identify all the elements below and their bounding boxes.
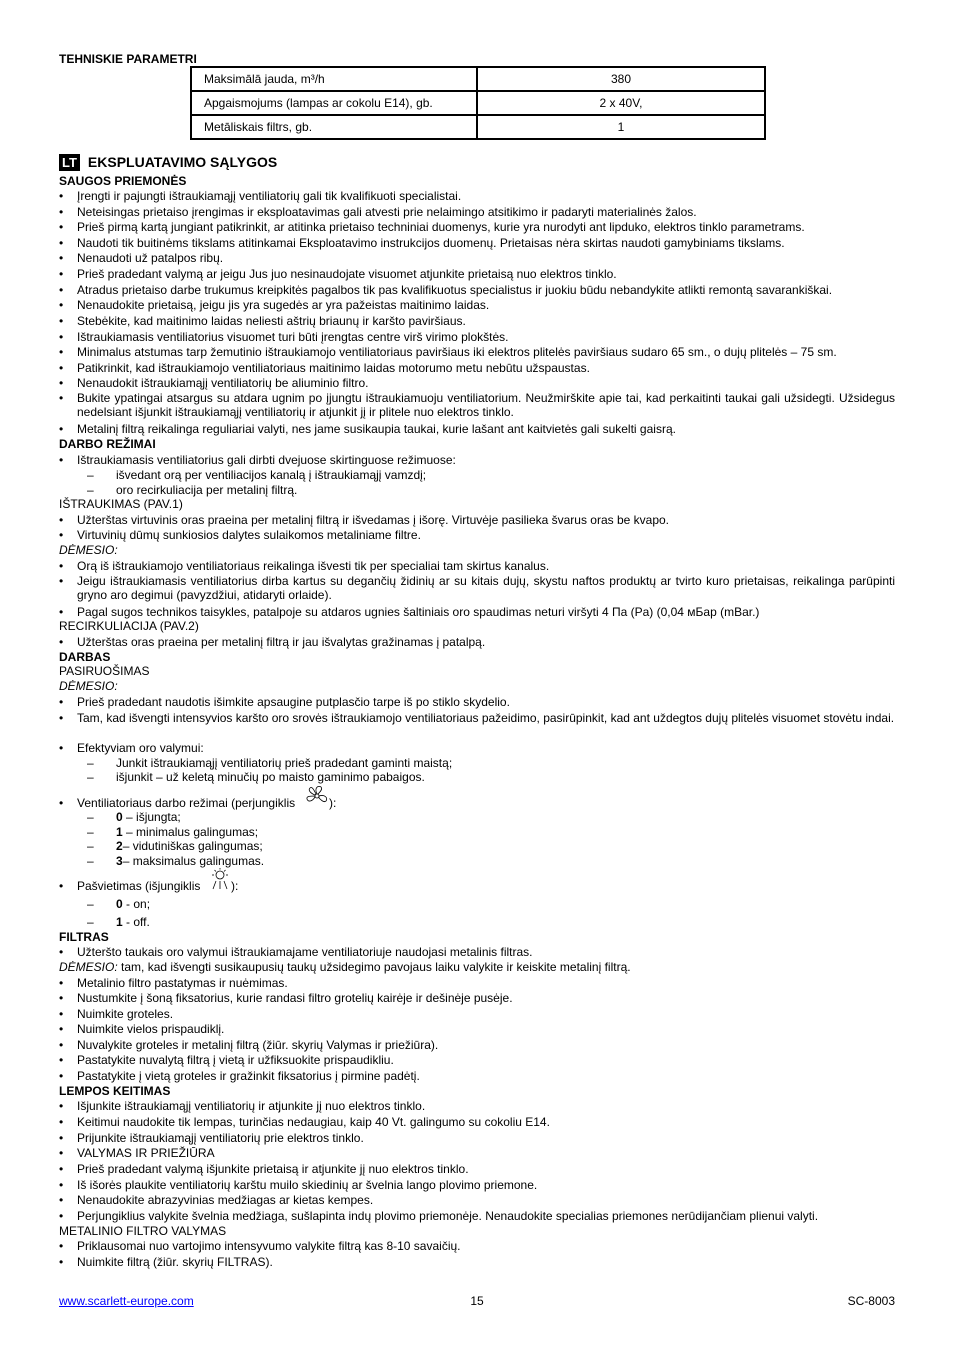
list-item: – išvedant orą per ventiliacijos kanalą į ištraukiamąjį vamzdį; bbox=[116, 468, 895, 482]
list-item: • Įrengti ir pajungti ištraukiamąjį ventiliatorių gali tik kvalifikuoti specialistai. bbox=[77, 189, 895, 203]
list-item: – Junkit ištraukiamąjį ventiliatorių prieš pradedant gaminti maistą; bbox=[116, 756, 895, 770]
list-item: • Nuimkite filtrą (žiūr. skyrių FILTRAS). bbox=[77, 1255, 895, 1269]
list-item: • Ištraukiamasis ventiliatorius gali dirbti dvejuose skirtinguose režimuose: bbox=[77, 453, 895, 467]
section-title bbox=[59, 154, 895, 171]
list-item bbox=[116, 839, 895, 853]
list-item: • Jeigu ištraukiamasis ventiliatorius dirba kartus su degančių židinių ar su kitais dujų, skystu naftos produktų ar tvirto kuro prietaisas, reikalinga parūpinti gryno aro degimui (pavyzdžiui, atidaryti orlaide). bbox=[77, 574, 895, 602]
fan-icon bbox=[302, 784, 332, 808]
list-item bbox=[116, 825, 895, 839]
list-item: • Nenaudoti už patalpos ribų. bbox=[77, 251, 895, 265]
list-item: • Nenaudokit ištraukiamąjį ventiliatorių be aliuminio filtro. bbox=[77, 376, 895, 390]
list-item: • Naudoti tik buitinėms tikslams atitinkamai Eksploatavimo instrukcijos duomenų. Prietaisas nėra skirtas naudoti gamybiniams tikslams. bbox=[77, 236, 895, 250]
list-item: • Išjunkite ištraukiamąjį ventiliatorių ir atjunkite jį nuo elektros tinklo. bbox=[77, 1099, 895, 1113]
list-item bbox=[116, 854, 895, 868]
list-item: – išjunkit – už keletą minučių po maisto gaminimo pabaigos. bbox=[116, 770, 895, 784]
list-item: • Priklausomai nuo vartojimo intensyvumo valykite filtrą kas 8-10 savaičių. bbox=[77, 1239, 895, 1253]
filter-attention bbox=[59, 960, 895, 974]
list-item: • Pastatykite nuvalytą filtrą į vietą ir užfiksuokite prispaudikliu. bbox=[77, 1053, 895, 1067]
spec-value: 380 bbox=[477, 67, 765, 91]
filter-heading: FILTRAS bbox=[59, 930, 109, 944]
list-item bbox=[116, 897, 895, 911]
fan-close-paren: ): bbox=[329, 796, 337, 810]
level-text: – vidutiniškas galingumas; bbox=[122, 839, 263, 853]
list-item: • Orą iš ištraukiamojo ventiliatoriaus reikalinga išvesti tik per specialiai tam skirtus kanalus. bbox=[77, 559, 895, 573]
list-item: • Neteisingas prietaiso įrengimas ir eksploatavimas gali atvesti prie nelaimingo atsitikimo ir padaryti materialinės žalos. bbox=[77, 205, 895, 219]
list-item: • Prieš pradedant valymą išjunkite prietaisą ir atjunkite jį nuo elektros tinklo. bbox=[77, 1162, 895, 1176]
spec-table bbox=[190, 66, 766, 140]
list-item: – oro recirkuliacija per metalinį filtrą. bbox=[116, 483, 895, 497]
list-item: • Nustumkite į šoną fiksatorius, kurie randasi filtro grotelių kairėje ir dešinėje pusėje. bbox=[77, 991, 895, 1005]
list-item: • Atradus prietaiso darbe trukumus kreipkitės pagalbos tik pas kvalifikuotus specialistus ir juokiu būdu nebandykite atlikti remontą savarankiškai. bbox=[77, 283, 895, 297]
attention-text: tam, kad išvengti susikaupusių taukų užsidegimo pavojaus laiku valykite ir keiskite metalinį filtrą. bbox=[117, 960, 631, 974]
extraction-heading: IŠTRAUKIMAS (PAV.1) bbox=[59, 497, 183, 511]
list-item: • Nuimkite vielos prispaudiklį. bbox=[77, 1022, 895, 1036]
list-item: • Prieš pradedant naudotis išimkite apsaugine putplasčio tarpe iš po stiklo skydelio. bbox=[77, 695, 895, 709]
list-item: • Užterštas virtuvinis oras praeina per metalinį filtrą ir išvedamas į išorę. Virtuvėje pasilieka švarus oras be kvapo. bbox=[77, 513, 895, 527]
safety-heading: SAUGOS PRIEMONĖS bbox=[59, 174, 187, 188]
list-item bbox=[116, 915, 895, 929]
list-item bbox=[77, 879, 895, 893]
list-item: • Užterštas oras praeina per metalinį filtrą ir jau išvalytas gražinamas į patalpą. bbox=[77, 635, 895, 649]
light-text: Pašvietimas (išjungiklis bbox=[77, 879, 201, 893]
table-row bbox=[191, 115, 765, 139]
list-item: • Efektyviam oro valymui: bbox=[77, 741, 895, 755]
tech-params-heading: TEHNISKIE PARAMETRI bbox=[59, 52, 197, 66]
list-item: • Prieš pirmą kartą jungiant patikrinkit, ar atitinka prietaiso techniniai duomenys, kurie yra nurodyti ant lipduko, elektros tinklo parametrams. bbox=[77, 220, 895, 234]
page-number: 15 bbox=[470, 1294, 484, 1308]
level-number: 2 bbox=[116, 839, 123, 853]
level-number: 0 bbox=[116, 810, 123, 824]
website-link[interactable]: www.scarlett-europe.com bbox=[59, 1294, 194, 1308]
spec-label: Metāliskais filtrs, gb. bbox=[191, 115, 477, 139]
list-item: • Metalinį filtrą reikalinga reguliariai valyti, nes jame susikaupia taukai, kurie lašant ant kaitvietės gali sukelti gaisrą. bbox=[77, 422, 895, 436]
attention-label: DĖMESIO: bbox=[59, 679, 118, 693]
lamp-heading: LEMPOS KEITIMAS bbox=[59, 1084, 171, 1098]
list-item: • Minimalus atstumas tarp žemutinio ištraukiamojo ventiliatoriaus paviršiaus iki elektros plitelės paviršiaus sudaro 65 sm., o dujų plitelės – 75 sm. bbox=[77, 345, 895, 359]
list-item bbox=[116, 810, 895, 824]
work-heading: DARBAS bbox=[59, 650, 111, 664]
attention-label: DĖMESIO: bbox=[59, 543, 118, 557]
section-title-text: EKSPLUATAVIMO SĄLYGOS bbox=[87, 154, 278, 170]
level-text: - off. bbox=[122, 915, 150, 929]
table-row bbox=[191, 67, 765, 91]
list-item: • Prieš pradedant valymą ar jeigu Jus juo nesinaudojate visuomet atjunkite prietaisą nuo elektros tinklo. bbox=[77, 267, 895, 281]
list-item: • Nuimkite groteles. bbox=[77, 1007, 895, 1021]
list-item: • Nenaudokite prietaisą, jeigu jis yra sugedės ar yra pažeistas maitinimo laidas. bbox=[77, 298, 895, 312]
attention-label: DĖMESIO: bbox=[59, 960, 118, 974]
list-item: • Pastatykite į vietą groteles ir gražinkit fiksatorius į pirmine padėtį. bbox=[77, 1069, 895, 1083]
metal-filter-cleaning-heading: METALINIO FILTRO VALYMAS bbox=[59, 1224, 227, 1238]
list-item: • Tam, kad išvengti intensyvios karšto oro srovės ištraukiamojo ventiliatoriaus pažeidimo, pasirūpinkit, kad ant uždegtos dujų plitelės visuomet stovėtu indai. bbox=[77, 711, 895, 725]
fan-modes-text: Ventiliatoriaus darbo režimai (perjungiklis bbox=[77, 796, 296, 810]
list-item: • Prijunkite ištraukiamąjį ventiliatorių prie elektros tinklo. bbox=[77, 1131, 895, 1145]
level-number: 1 bbox=[116, 915, 123, 929]
model-number: SC-8003 bbox=[847, 1294, 895, 1308]
list-item: • Ištraukiamasis ventiliatorius visuomet turi būti įrengtas centre virš virimo plokštės. bbox=[77, 330, 895, 344]
level-number: 3 bbox=[116, 854, 123, 868]
list-item: • Pagal sugos technikos taisykles, patalpoje su atdaros ugnies šaltiniais oro spaudimas neturi viršyti 4 Па (Pa) (0,04 мБар (mBar.) bbox=[77, 605, 895, 619]
light-close-paren: ): bbox=[231, 879, 239, 893]
level-number: 0 bbox=[116, 897, 123, 911]
level-text: - on; bbox=[122, 897, 151, 911]
table-row bbox=[191, 91, 765, 115]
spec-label: Apgaismojums (lampas ar cokolu E14), gb. bbox=[191, 91, 477, 115]
spec-value: 2 x 40V, bbox=[477, 91, 765, 115]
list-item: • Keitimui naudokite tik lempas, turinčias nedaugiau, kaip 40 Vt. galingumo su cokoliu E14. bbox=[77, 1115, 895, 1129]
list-item: • Patikrinkit, kad ištraukiamojo ventiliatoriaus maitinimo laidas motorumo metu nebūtu užspaustas. bbox=[77, 361, 895, 375]
list-item: • Nuvalykite groteles ir metalinį filtrą (žiūr. skyrių Valymas ir priežiūra). bbox=[77, 1038, 895, 1052]
list-item: • Nenaudokite abrazyvinias medžiagas ar kietas kempes. bbox=[77, 1193, 895, 1207]
level-text: – išjungta; bbox=[122, 810, 181, 824]
level-text: – minimalus galingumas; bbox=[122, 825, 259, 839]
language-badge: LT bbox=[59, 154, 80, 171]
modes-heading: DARBO REŽIMAI bbox=[59, 437, 156, 451]
list-item: • Metalinio filtro pastatymas ir nuėmimas. bbox=[77, 976, 895, 990]
list-item: • Virtuvinių dūmų sunkiosios dalytes sulaikomos metaliniame filtre. bbox=[77, 528, 895, 542]
list-item: • Iš išorės plaukite ventiliatorių karštu muilo skiedinių ar švelnia lango plovimo priemone. bbox=[77, 1178, 895, 1192]
list-item: • Bukite ypatingai atsargus su atdara ugnim po įjungtu ištraukiamuoju ventiliatorium. Neužmirškite apie tai, kad perkaitinti taukai gali užsidegti. Užsidegus nedelsiant išjunkit ištraukiamąjį ventiliatorių ir atjunkit jį ir plitele nuo elektros tinklo. bbox=[77, 391, 895, 419]
preparation-heading: PASIRUOŠIMAS bbox=[59, 664, 150, 678]
list-item: • Stebėkite, kad maitinimo laidas neliesti aštrių briaunų ir karšto paviršiaus. bbox=[77, 314, 895, 328]
spec-value: 1 bbox=[477, 115, 765, 139]
spec-label: Maksimālā jauda, m³/h bbox=[191, 67, 477, 91]
recirculation-heading: RECIRKULIACIJA (PAV.2) bbox=[59, 619, 199, 633]
list-item: • VALYMAS IR PRIEŽIŪRA bbox=[77, 1146, 895, 1160]
list-item: • Užteršto taukais oro valymui ištraukiamajame ventiliatoriuje naudojasi metalinis filtras. bbox=[77, 945, 895, 959]
list-item bbox=[77, 796, 895, 810]
list-item: • Perjungiklius valykite švelnia medžiaga, sušlapinta indų plovimo priemonėje. Nenaudokite specialias priemones nerūdijančiam plienui valyti. bbox=[77, 1209, 895, 1223]
level-number: 1 bbox=[116, 825, 123, 839]
level-text: – maksimalus galingumas. bbox=[122, 854, 265, 868]
